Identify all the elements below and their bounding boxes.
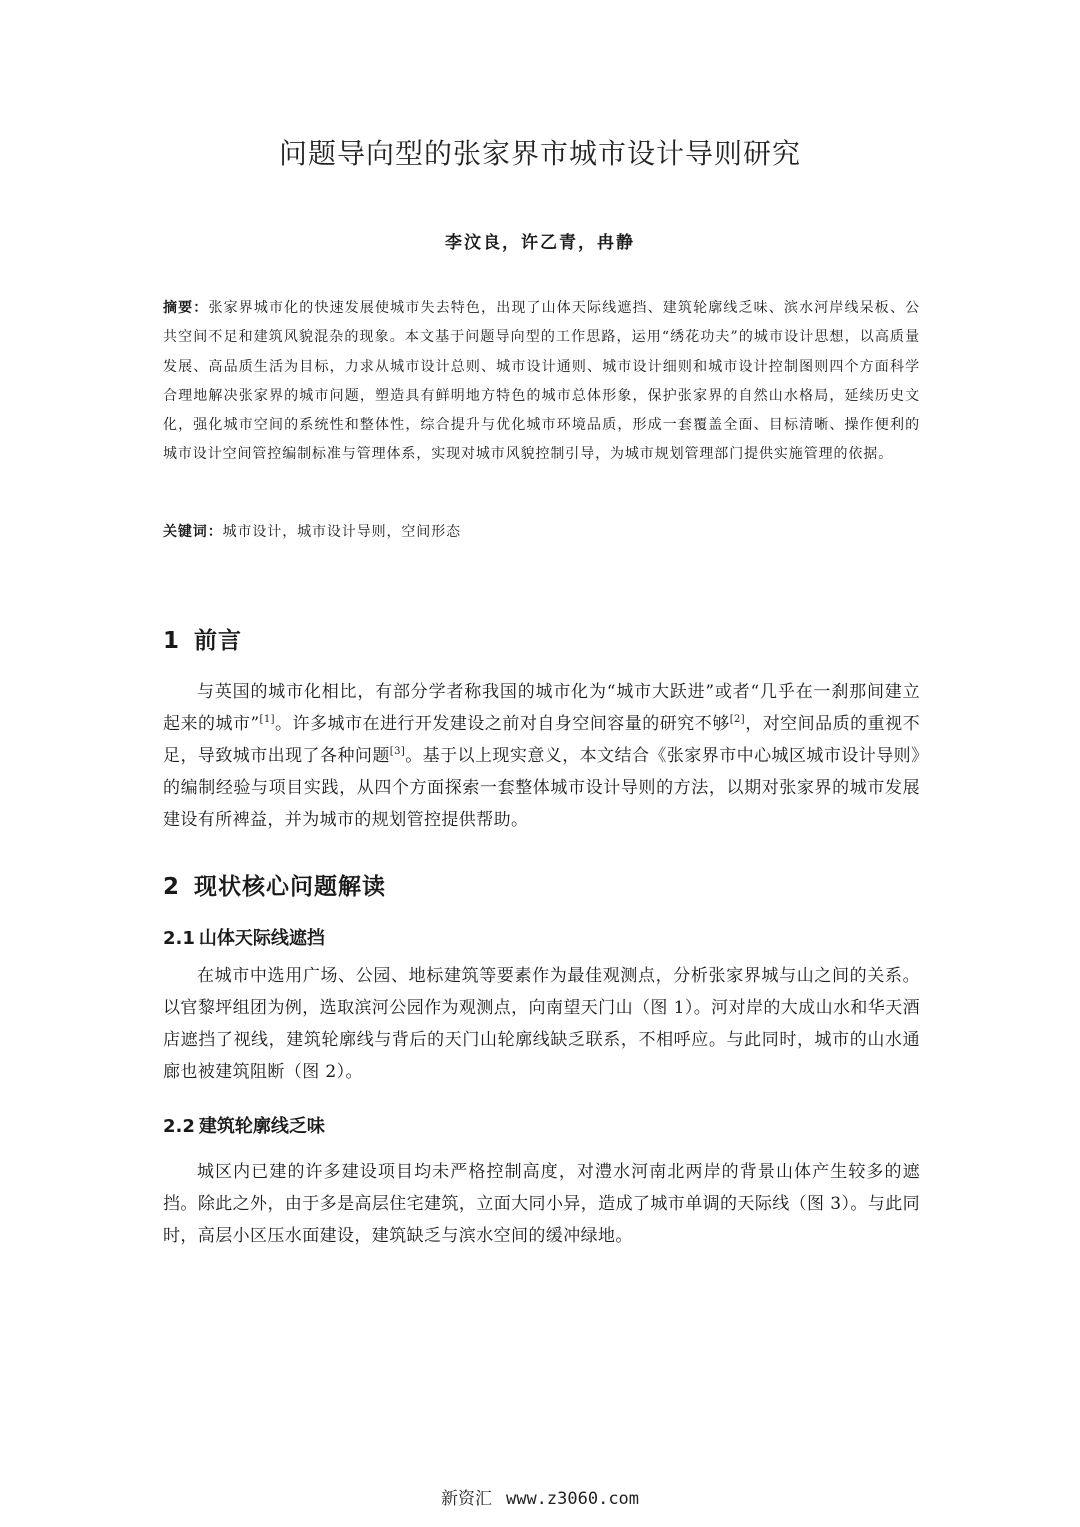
section-2-2-paragraph: 城区内已建的许多建设项目均未严格控制高度，对澧水河南北两岸的背景山体产生较多的遮挡。除此之外，由于多是高层住宅建筑，立面大同小异，造成了城市单调的天际线（图 3）。与此同时，高层小区压水面建设，建筑缺乏与滨水空间的缓冲绿地。 — [163, 1162, 920, 1246]
paper-title: 问题导向型的张家界市城市设计导则研究 — [278, 137, 801, 170]
footer-url[interactable]: www.z3060.com — [505, 1489, 640, 1509]
section-1-number: 1 — [163, 628, 181, 654]
keywords — [163, 518, 920, 546]
section-2-heading — [163, 868, 386, 901]
section-2-2-heading — [163, 1112, 325, 1138]
paragraph-text: 与英国的城市化相比，有部分学者称我国的城市化为“城市大跃进”或者“几乎在一刹那间建立起来的城市” — [163, 682, 920, 734]
section-2-1-title: 山体天际线遮挡 — [198, 928, 325, 949]
paragraph-text: 。基于以上现实意义，本文结合《张家界市中心城区城市设计导则》的编制经验与项目实践，从四个方面探索一套整体城市设计导则的方法，以期对张家界的城市发展建设有所裨益，并为城市的规划管控提供帮助。 — [163, 746, 920, 830]
section-1-heading — [163, 622, 242, 655]
paper-authors: 李汶良，许乙青，冉静 — [445, 233, 635, 253]
section-2-1-heading — [163, 924, 325, 950]
citation-2[interactable]: [2] — [729, 714, 746, 725]
section-2-number: 2 — [163, 874, 181, 900]
footer-brand: 新资汇 — [440, 1489, 492, 1509]
citation-1[interactable]: [1] — [259, 714, 275, 725]
abstract — [163, 294, 920, 470]
keywords-label: 关键词： — [163, 524, 223, 540]
section-2-1-number: 2.1 — [163, 928, 195, 949]
paragraph-text: 。许多城市在进行开发建设之前对自身空间容量的研究不够 — [274, 714, 730, 734]
abstract-text: 张家界城市化的快速发展使城市失去特色，出现了山体天际线遮挡、建筑轮廓线乏味、滨水河岸线呆板、公共空间不足和建筑风貌混杂的现象。本文基于问题导向型的工作思路，运用“绣花功夫”的城市设计思想，以高质量发展、高品质生活为目标，力求从城市设计总则、城市设计通则、城市设计细则和城市设计控制图则四个方面科学合理地解决张家界的城市问题，塑造具有鲜明地方特色的城市总体形象，保护张家界的自然山水格局，延续历史文化，强化城市空间的系统性和整体性，综合提升与优化城市环境品质，形成一套覆盖全面、目标清晰、操作便利的城市设计空间管控编制标准与管理体系，实现对城市风貌控制引导，为城市规划管理部门提供实施管理的依据。 — [163, 300, 920, 463]
footer-watermark — [0, 1484, 1080, 1509]
section-2-1-paragraph: 在城市中选用广场、公园、地标建筑等要素作为最佳观测点，分析张家界城与山之间的关系。以官黎坪组团为例，选取滨河公园作为观测点，向南望天门山（图 1）。河对岸的大成山水和华天酒店遮挡了视线，建筑轮廓线与背后的天门山轮廓线缺乏联系，不相呼应。与此同时，城市的山水通廊也被建筑阻断（图 2）。 — [163, 966, 920, 1082]
section-1-paragraph — [163, 676, 920, 836]
section-2-title: 现状核心问题解读 — [194, 874, 387, 900]
section-1-title: 前言 — [194, 628, 243, 654]
section-2-2-number: 2.2 — [163, 1116, 195, 1137]
paragraph-text: ，对空间品质的重视不足，导致城市出现了各种问题 — [163, 714, 921, 766]
section-2-2-title: 建筑轮廓线乏味 — [198, 1116, 325, 1137]
abstract-label: 摘要： — [163, 300, 209, 316]
keywords-text: 城市设计，城市设计导则，空间形态 — [222, 524, 462, 540]
citation-3[interactable]: [3] — [389, 746, 406, 757]
